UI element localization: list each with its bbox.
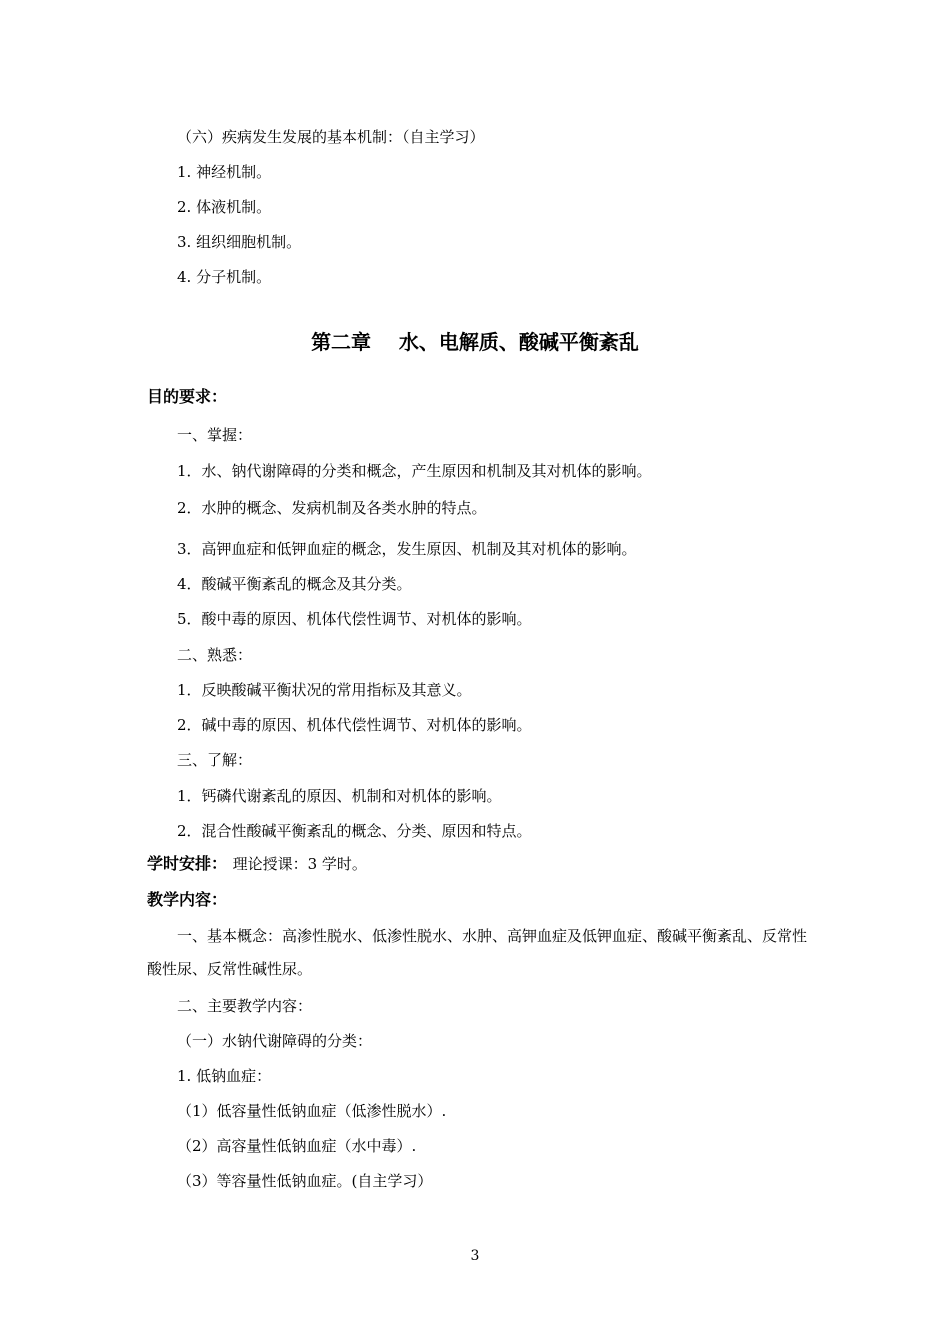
list-item: 4. 分子机制。 — [177, 268, 272, 286]
list-item: 2．水肿的概念、发病机制及各类水肿的特点。 — [177, 499, 487, 517]
list-item: 5．酸中毒的原因、机体代偿性调节、对机体的影响。 — [177, 610, 532, 628]
understand-label: 三、了解： — [177, 751, 253, 769]
objectives-heading: 目的要求： — [147, 387, 228, 406]
content-heading: 教学内容： — [147, 890, 228, 909]
list-item: 1．反映酸碱平衡状况的常用指标及其意义。 — [177, 681, 472, 699]
list-item: （2）高容量性低钠血症（水中毒）. — [177, 1137, 417, 1155]
main-content-label: 二、主要教学内容： — [177, 997, 313, 1015]
schedule-text: 理论授课：3 学时。 — [232, 855, 367, 873]
list-item: 4．酸碱平衡紊乱的概念及其分类。 — [177, 575, 412, 593]
master-label: 一、掌握： — [177, 426, 253, 444]
list-item: （1）低容量性低钠血症（低渗性脱水）. — [177, 1102, 447, 1120]
list-item: 1. 神经机制。 — [177, 163, 272, 181]
list-item: 3. 组织细胞机制。 — [177, 233, 302, 251]
list-item: 1. 低钠血症： — [177, 1067, 272, 1085]
list-item: 1．水、钠代谢障碍的分类和概念，产生原因和机制及其对机体的影响。 — [177, 462, 652, 480]
list-item: 2. 体液机制。 — [177, 198, 272, 216]
list-item: 2．混合性酸碱平衡紊乱的概念、分类、原因和特点。 — [177, 822, 532, 840]
page-number: 3 — [470, 1248, 480, 1264]
list-item: 2．碱中毒的原因、机体代偿性调节、对机体的影响。 — [177, 716, 532, 734]
list-item: 3．高钾血症和低钾血症的概念，发生原因、机制及其对机体的影响。 — [177, 540, 637, 558]
chapter-title: 第二章 水、电解质、酸碱平衡紊乱 — [311, 330, 639, 354]
list-item: 1．钙磷代谢紊乱的原因、机制和对机体的影响。 — [177, 787, 502, 805]
schedule-line — [147, 853, 367, 875]
sub-heading: （一）水钠代谢障碍的分类： — [177, 1032, 373, 1050]
basic-concepts-paragraph: 一、基本概念：高渗性脱水、低渗性脱水、水肿、高钾血症及低钾血症、酸碱平衡紊乱、反常性酸性尿、反常性碱性尿。 — [147, 927, 808, 978]
schedule-heading: 学时安排： — [147, 854, 228, 873]
familiar-label: 二、熟悉： — [177, 646, 253, 664]
list-item: （3）等容量性低钠血症。(自主学习） — [177, 1172, 433, 1190]
section-heading-mechanisms: （六）疾病发生发展的基本机制：（自主学习） — [177, 128, 485, 146]
